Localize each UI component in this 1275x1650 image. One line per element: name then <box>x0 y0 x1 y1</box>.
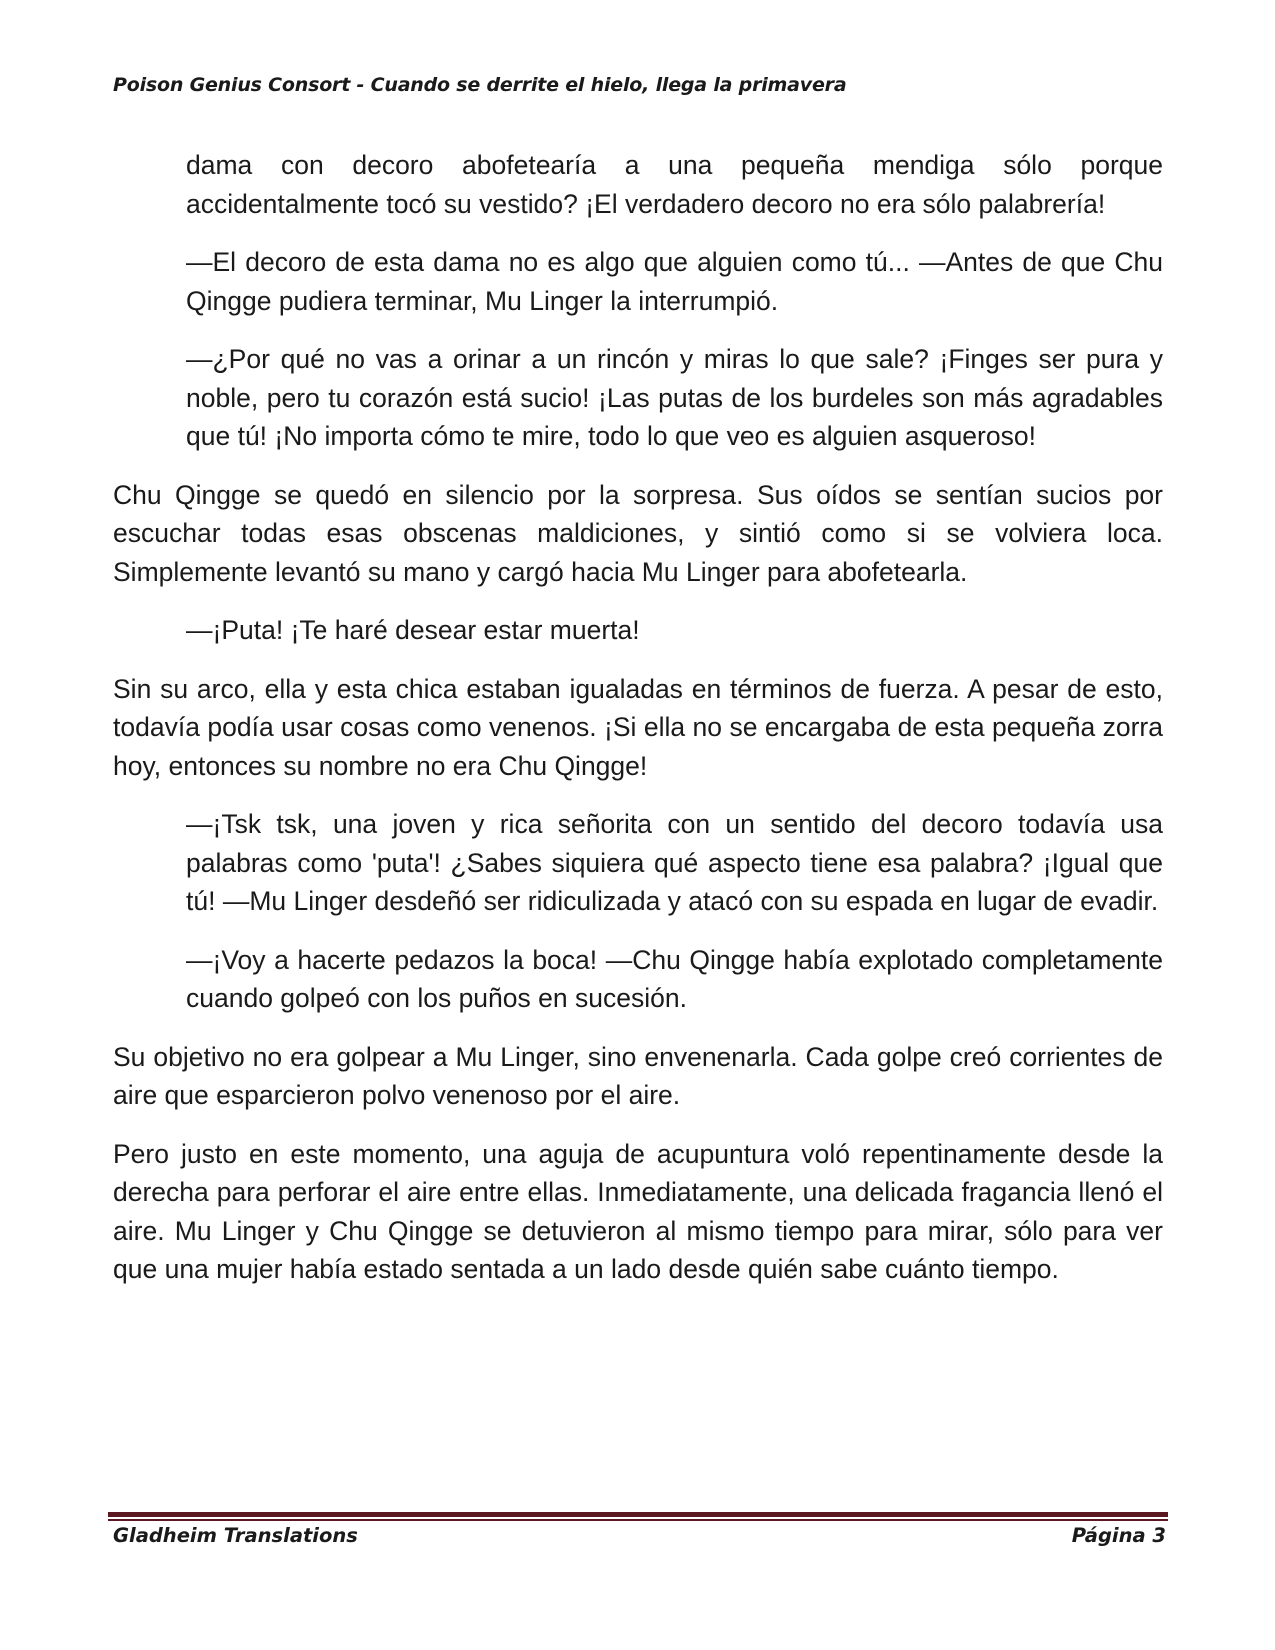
footer-divider-thick <box>108 1512 1168 1517</box>
page-number: Página 3 <box>1071 1524 1166 1547</box>
body-text <box>113 146 1163 1309</box>
paragraph: Sin su arco, ella y esta chica estaban igualadas en términos de fuerza. A pesar de esto, todavía podía usar cosas como venenos. ¡Si ella no se encargaba de esta pequeña zorra hoy, entonces su nombre no era Chu Qingge! <box>113 673 1163 781</box>
paragraph: Chu Qingge se quedó en silencio por la sorpresa. Sus oídos se sentían sucios por escuchar todas esas obscenas maldiciones, y sintió como si se volviera loca. Simplemente levantó su mano y cargó hacia Mu Linger para abofetearla. <box>113 479 1163 587</box>
paragraph: —¡Puta! ¡Te haré desear estar muerta! <box>186 615 640 645</box>
paragraph: dama con decoro abofetearía a una pequeña mendiga sólo porque accidentalmente tocó su vestido? ¡El verdadero decoro no era sólo palabrería! <box>186 150 1163 219</box>
paragraph: —¿Por qué no vas a orinar a un rincón y miras lo que sale? ¡Finges ser pura y noble, pero tu corazón está sucio! ¡Las putas de los burdeles son más agradables que tú! ¡No importa cómo te mire, todo lo que veo es alguien asqueroso! <box>186 344 1163 451</box>
paragraph: Su objetivo no era golpear a Mu Linger, sino envenenarla. Cada golpe creó corrientes de aire que esparcieron polvo venenoso por el aire. <box>113 1041 1163 1110</box>
paragraph: —¡Tsk tsk, una joven y rica señorita con un sentido del decoro todavía usa palabras como 'puta'! ¿Sabes siquiera qué aspecto tiene esa palabra? ¡Igual que tú! —Mu Linger desdeñó ser ridiculizada y atacó con su espada en lugar de evadir. <box>186 809 1163 916</box>
running-footer <box>113 1524 1166 1547</box>
paragraph: —¡Voy a hacerte pedazos la boca! —Chu Qingge había explotado completamente cuando golpeó con los puños en sucesión. <box>186 944 1163 1013</box>
paragraph: —El decoro de esta dama no es algo que alguien como tú... —Antes de que Chu Qingge pudiera terminar, Mu Linger la interrumpió. <box>186 247 1163 316</box>
footer-divider-thin <box>108 1519 1168 1521</box>
running-header: Poison Genius Consort - Cuando se derrite el hielo, llega la primavera <box>113 74 847 96</box>
footer-publisher: Gladheim Translations <box>113 1524 358 1547</box>
paragraph: Pero justo en este momento, una aguja de acupuntura voló repentinamente desde la derecha para perforar el aire entre ellas. Inmediatamente, una delicada fragancia llenó el aire. Mu Linger y Chu Qingge se detuvieron al mismo tiempo para mirar, sólo para ver que una mujer había estado sentada a un lado desde quién sabe cuánto tiempo. <box>113 1138 1163 1284</box>
